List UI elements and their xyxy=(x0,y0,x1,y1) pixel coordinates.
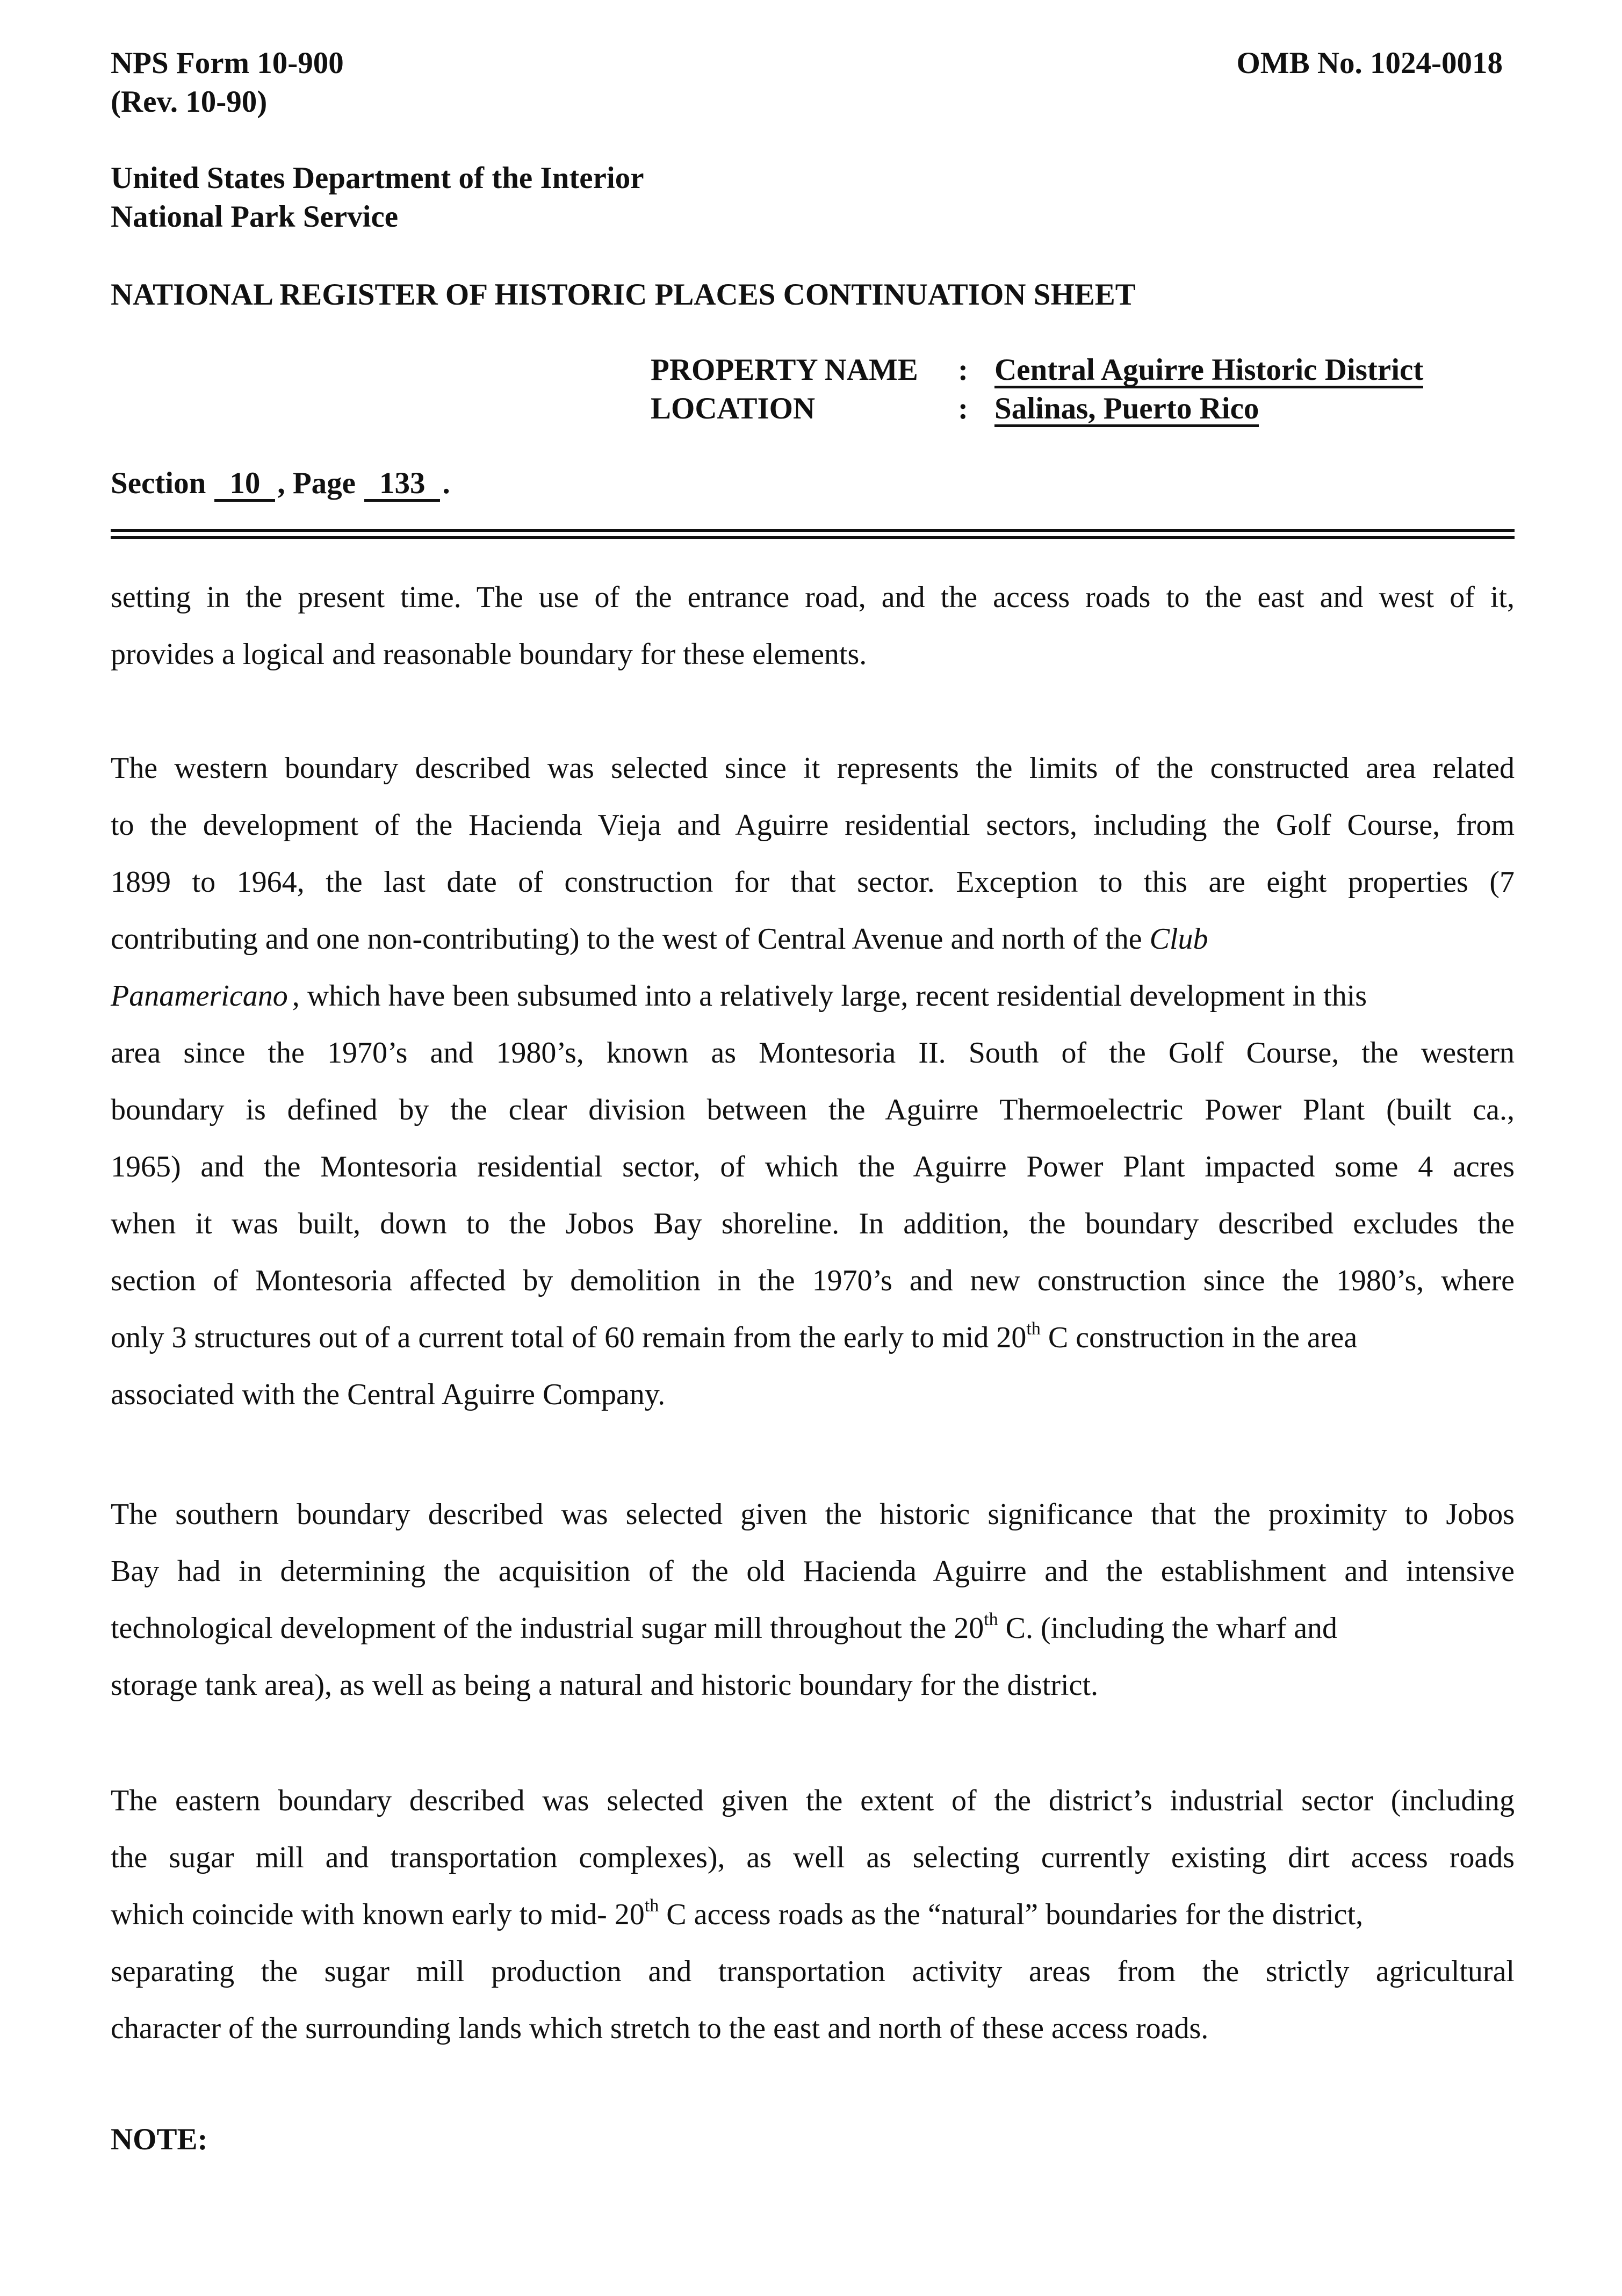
text-segment: C. (including the wharf and xyxy=(998,1612,1338,1645)
text-line: Bay had in determining the acquisition of the old Hacienda Aguirre and the establishment and intensive xyxy=(111,1555,1515,1588)
text-line: area since the 1970’s and 1980’s, known as Montesoria II. South of the Golf Course, the western xyxy=(111,1036,1515,1070)
text-line: The southern boundary described was selected given the historic significance that the proximity to Jobos xyxy=(111,1498,1515,1531)
text-segment: which coincide with known early to mid- 20 xyxy=(111,1898,645,1931)
note-label: NOTE: xyxy=(111,2122,208,2156)
location-label: LOCATION xyxy=(651,392,816,425)
property-name-row xyxy=(651,351,1423,389)
form-revision: (Rev. 10-90) xyxy=(111,85,268,119)
text-line: storage tank area), as well as being a natural and historic boundary for the district. xyxy=(111,1669,1099,1702)
form-number: NPS Form 10-900 xyxy=(111,46,344,80)
location-row xyxy=(651,389,1423,428)
text-line: section of Montesoria affected by demolition in the 1970’s and new construction since the 1980’s, where xyxy=(111,1264,1515,1297)
text-line: the sugar mill and transportation complexes), as well as selecting currently existing dirt access roads xyxy=(111,1841,1515,1874)
text-line: boundary is defined by the clear division between the Aguirre Thermoelectric Power Plant (built ca., xyxy=(111,1093,1515,1127)
period: . xyxy=(442,466,450,500)
text-segment: contributing and one non-contributing) to the west of Central Avenue and north of the xyxy=(111,922,1150,956)
text-line: separating the sugar mill production and transportation activity areas from the strictly agricultural xyxy=(111,1955,1515,1988)
section-page-line xyxy=(111,464,450,503)
colon: : xyxy=(958,353,968,387)
text-segment: technological development of the industrial sugar mill throughout the 20 xyxy=(111,1612,984,1645)
section-number: 10 xyxy=(214,468,275,502)
text-line: 1899 to 1964, the last date of construction for that sector. Exception to this are eight properties (7 xyxy=(111,865,1515,899)
agency-block xyxy=(111,159,644,236)
superscript: th xyxy=(984,1609,998,1629)
text-line: The western boundary described was selected since it represents the limits of the constructed area related xyxy=(111,752,1515,785)
text-line: The eastern boundary described was selected given the extent of the district’s industrial sector (including xyxy=(111,1784,1515,1817)
text-line: character of the surrounding lands which stretch to the east and north of these access roads. xyxy=(111,2012,1209,2045)
paragraph xyxy=(111,569,1515,683)
paragraph xyxy=(111,740,1515,1423)
department-name: United States Department of the Interior xyxy=(111,161,644,195)
italic-text: Club xyxy=(1149,922,1208,956)
divider-rule xyxy=(111,529,1515,532)
text-segment: C construction in the area xyxy=(1040,1321,1358,1354)
omb-number: OMB No. 1024-0018 xyxy=(1236,46,1503,80)
paragraph xyxy=(111,1486,1515,1714)
sheet-title: NATIONAL REGISTER OF HISTORIC PLACES CONTINUATION SHEET xyxy=(111,278,1136,312)
property-block xyxy=(651,351,1423,428)
text-line: to the development of the Hacienda Vieja and Aguirre residential sectors, including the Golf Course, from xyxy=(111,808,1515,842)
text-line xyxy=(111,1309,1515,1366)
superscript: th xyxy=(644,1896,659,1916)
property-name-label: PROPERTY NAME xyxy=(651,353,918,387)
page-number: 133 xyxy=(364,468,441,502)
text-line xyxy=(111,1600,1515,1657)
text-line xyxy=(111,911,1515,968)
text-line: provides a logical and reasonable boundary for these elements. xyxy=(111,638,867,671)
text-segment: , which have been subsumed into a relatively large, recent residential development in this xyxy=(292,979,1367,1013)
text-segment: C access roads as the “natural” boundaries for the district, xyxy=(659,1898,1364,1931)
text-line: setting in the present time. The use of the entrance road, and the access roads to the east and west of it, xyxy=(111,581,1515,614)
text-line: 1965) and the Montesoria residential sector, of which the Aguirre Power Plant impacted some 4 acres xyxy=(111,1150,1515,1183)
superscript: th xyxy=(1026,1319,1041,1339)
colon: : xyxy=(958,392,968,425)
section-label: Section xyxy=(111,466,206,500)
paragraph xyxy=(111,1772,1515,2057)
text-segment: only 3 structures out of a current total of 60 remain from the early to mid 20 xyxy=(111,1321,1027,1354)
text-line xyxy=(111,1886,1515,1943)
agency-name: National Park Service xyxy=(111,200,399,234)
italic-text: Panamericano xyxy=(111,979,288,1013)
property-name-value: Central Aguirre Historic District xyxy=(994,355,1423,388)
text-line: when it was built, down to the Jobos Bay shoreline. In addition, the boundary described excludes the xyxy=(111,1207,1515,1240)
form-header xyxy=(111,44,344,121)
page-label: , Page xyxy=(277,466,356,500)
divider-rule xyxy=(111,536,1515,539)
text-line: associated with the Central Aguirre Company. xyxy=(111,1378,666,1411)
text-line xyxy=(111,968,1515,1024)
location-value: Salinas, Puerto Rico xyxy=(994,393,1259,427)
